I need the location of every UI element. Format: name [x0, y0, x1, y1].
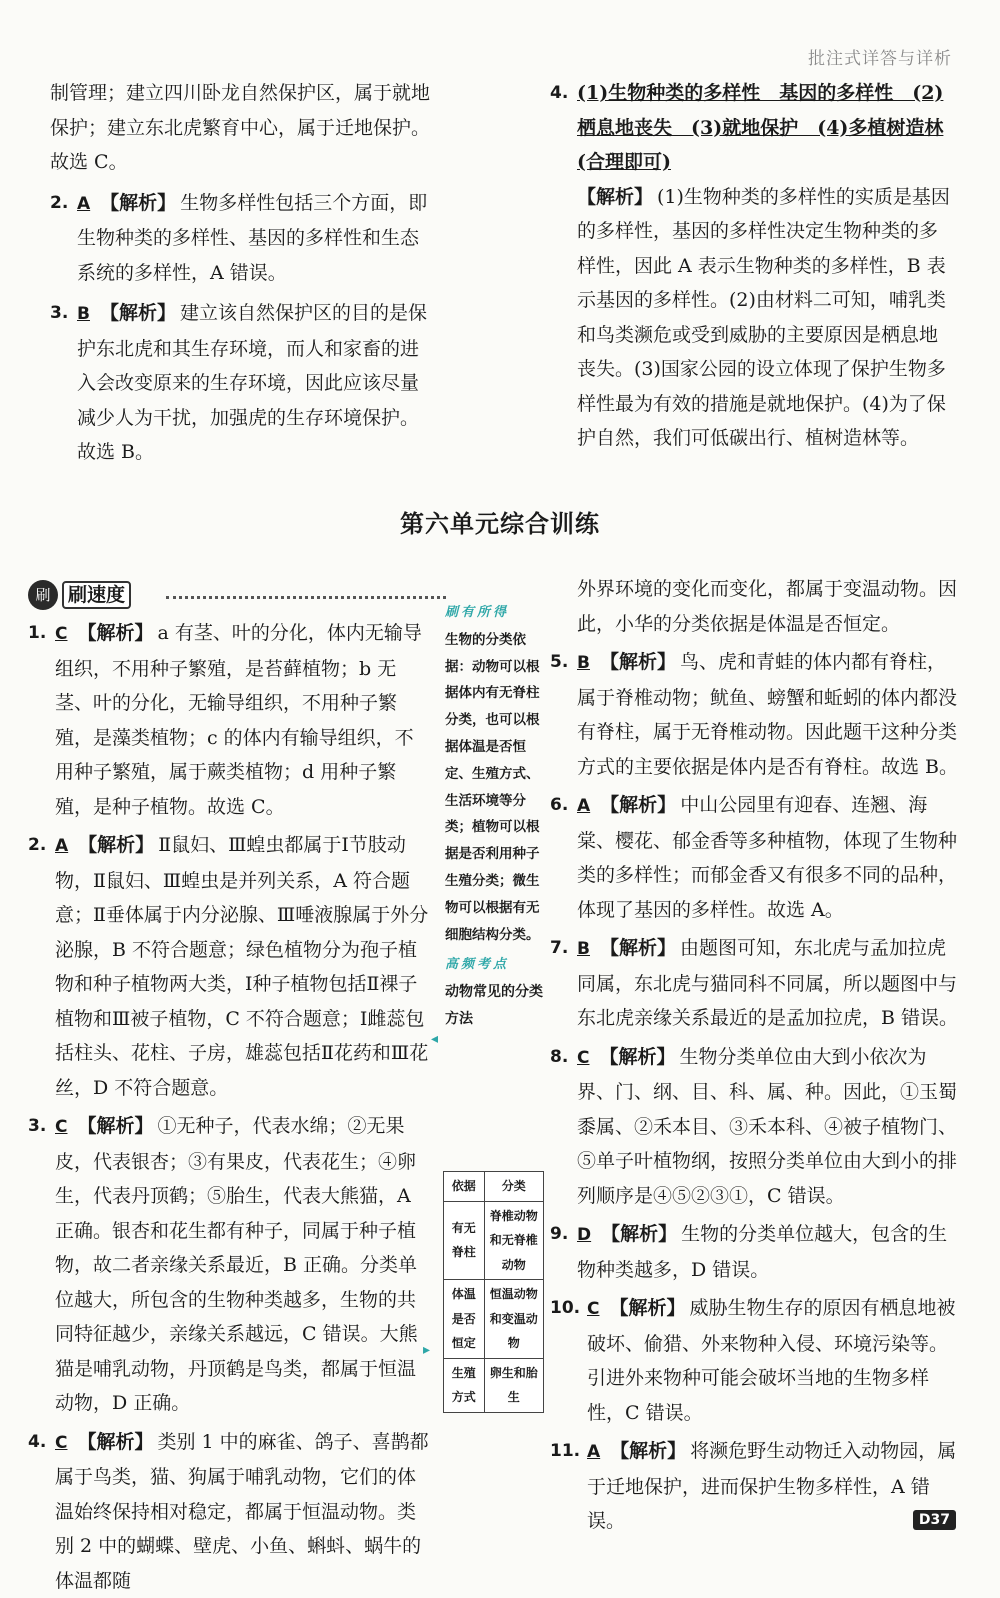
arrow-icon: ▸	[423, 1342, 430, 1358]
answer-item-5: 5. B 【解析】 鸟、虎和青蛙的体内都有脊柱，属于脊椎动物；鱿鱼、螃蟹和蚯蚓的体内都没有脊柱，属于无脊椎动物。因此题干这种分类方式的主要依据是体内是否有脊柱。故选 B。	[550, 645, 958, 784]
top-right-column	[550, 76, 955, 456]
answer-item-1: 1. C 【解析】 a 有茎、叶的分化，体内无输导组织，不用种子繁殖，是苔藓植物；b 无茎、叶的分化，无输导组织，不用种子繁殖，是藻类植物；c 的体内有输导组织，不用种子繁殖，属于蕨类植物；d 用种子繁殖，是种子植物。故选 C。	[28, 616, 432, 824]
speed-label: 刷速度	[62, 581, 131, 609]
answer-text: (1)生物种类的多样性 基因的多样性 (2)栖息地丧失 (3)就地保护 (4)多植树造林(合理即可)	[577, 82, 943, 173]
side-note-subtitle: 动物常见的分类方法	[445, 979, 545, 1033]
answer-letter: B	[77, 304, 90, 324]
dotted-divider	[166, 596, 446, 599]
answer-letter: A	[77, 194, 90, 214]
answer-item-6: 6. A 【解析】 中山公园里有迎春、连翘、海棠、樱花、郁金香等多种植物，体现了生物种类的多样性；而郁金香又有很多不同的品种，体现了基因的多样性。故选 A。	[550, 788, 958, 927]
answer-item-2: 2. A 【解析】 生物多样性包括三个方面，即生物种类的多样性、基因的多样性和生态系统的多样性，A 错误。	[50, 186, 430, 291]
arrow-icon: ◂	[431, 1031, 438, 1047]
answer-item-11: 11. A 【解析】 将濒危野生动物迁入动物园，属于迁地保护，进而保护生物多样性，A 错误。	[550, 1434, 958, 1539]
answer-item-8: 8. C 【解析】 生物分类单位由大到小依次为界、门、纲、目、科、属、种。因此，①玉蜀黍属、②禾本目、③禾本科、④被子植物门、⑤单子叶植物纲，按照分类单位由大到小的排列顺序是④⑤②③①，C 错误。	[550, 1040, 958, 1214]
side-note-title-2: 高频考点	[445, 952, 545, 979]
bottom-left-column	[28, 616, 432, 1598]
page-number: D37	[913, 1510, 956, 1530]
table-row: 体温是否恒定 恒温动物和变温动物	[444, 1280, 544, 1359]
classification-table: 依据 分类 有无脊柱 脊椎动物和无脊椎动物 体温是否恒定 恒温动物和变温动物 生殖方式 卵生和胎生	[443, 1171, 544, 1413]
continued-text-4: 外界环境的变化而变化，都属于变温动物。因此，小华的分类依据是体温是否恒定。	[550, 572, 958, 641]
answer-item-7: 7. B 【解析】 由题图可知，东北虎与孟加拉虎同属，东北虎与猫同科不同属，所以题图中与东北虎亲缘关系最近的是孟加拉虎，B 错误。	[550, 931, 958, 1036]
side-note-title: 刷有所得	[445, 600, 545, 627]
side-note-text: 生物的分类依据：动物可以根据体内有无脊柱分类，也可以根据体温是否恒定、生殖方式、生活环境等分类；植物可以根据是否利用种子生殖分类；微生物可以根据有无细胞结构分类。	[445, 627, 545, 949]
bottom-right-column	[550, 572, 958, 1539]
brush-icon: 刷	[28, 580, 58, 610]
answer-item-4b: 4. C 【解析】 类别 1 中的麻雀、鸽子、喜鹊都属于鸟类，猫、狗属于哺乳动物，它们的体温始终保持相对稳定，都属于恒温动物。类别 2 中的蝴蝶、壁虎、小鱼、蝌蚪、蜗牛的体温都随	[28, 1425, 432, 1598]
analysis-4: 【解析】 (1)生物种类的多样性的实质是基因的多样性，基因的多样性决定生物种类的多样性，因此 A 表示生物种类的多样性，B 表示基因的多样性。(2)由材料二可知，哺乳类和鸟类濒危或受到威胁的主要原因是栖息地丧失。(3)国家公园的设立体现了保护生物多样性最为有效的措施是就地保护。(4)为了保护自然，我们可低碳出行、植树造林等。	[550, 180, 955, 456]
continued-text: 制管理；建立四川卧龙自然保护区，属于就地保护；建立东北虎繁育中心，属于迁地保护。故选 C。	[50, 76, 430, 180]
answer-item-3: 3. B 【解析】 建立该自然保护区的目的是保护东北虎和其生存环境，而人和家畜的进入会改变原来的生存环境，因此应该尽量减少人为干扰，加强虎的生存环境保护。故选 B。	[50, 296, 430, 470]
table-row: 有无脊柱 脊椎动物和无脊椎动物	[444, 1201, 544, 1280]
answer-item-3b: 3. C 【解析】 ①无种子，代表水绵；②无果皮，代表银杏；③有果皮，代表花生；④卵生，代表丹顶鹤；⑤胎生，代表大熊猫，A 正确。银杏和花生都有种子，同属于种子植物，故二者亲缘关系最近，B 正确。分类单位越大，所包含的生物种类越多，生物的共同特征越少，亲缘关系越远，C 错误。大熊猫是哺乳动物，丹顶鹤是鸟类，都属于恒温动物，D 正确。	[28, 1109, 432, 1421]
table-row: 生殖方式 卵生和胎生	[444, 1358, 544, 1412]
section-title: 第六单元综合训练	[0, 504, 1000, 539]
answer-item-10: 10. C 【解析】 威胁生物生存的原因有栖息地被破坏、偷猎、外来物种入侵、环境污染等。引进外来物种可能会破坏当地的生物多样性，C 错误。	[550, 1291, 958, 1430]
top-left-column	[50, 76, 430, 470]
speed-banner	[28, 580, 448, 610]
answer-item-2b: 2. A 【解析】 Ⅱ鼠妇、Ⅲ蝗虫都属于Ⅰ节肢动物，Ⅱ鼠妇、Ⅲ蝗虫是并列关系，A 符合题意；Ⅱ垂体属于内分泌腺、Ⅲ唾液腺属于外分泌腺，B 不符合题意；绿色植物分为孢子植物和种子植物两大类，Ⅰ种子植物包括Ⅱ裸子植物和Ⅲ被子植物，C 不符合题意；Ⅰ雌蕊包括柱头、花柱、子房，雄蕊包括Ⅱ花药和Ⅲ花丝，D 不符合题意。	[28, 828, 432, 1105]
answer-item-4: 4. (1)生物种类的多样性 基因的多样性 (2)栖息地丧失 (3)就地保护 (4)多植树造林(合理即可)	[550, 76, 955, 180]
answer-item-9: 9. D 【解析】 生物的分类单位越大，包含的生物种类越多，D 错误。	[550, 1217, 958, 1287]
side-note	[445, 600, 545, 1033]
page-header: 批注式详答与详析	[808, 44, 952, 69]
